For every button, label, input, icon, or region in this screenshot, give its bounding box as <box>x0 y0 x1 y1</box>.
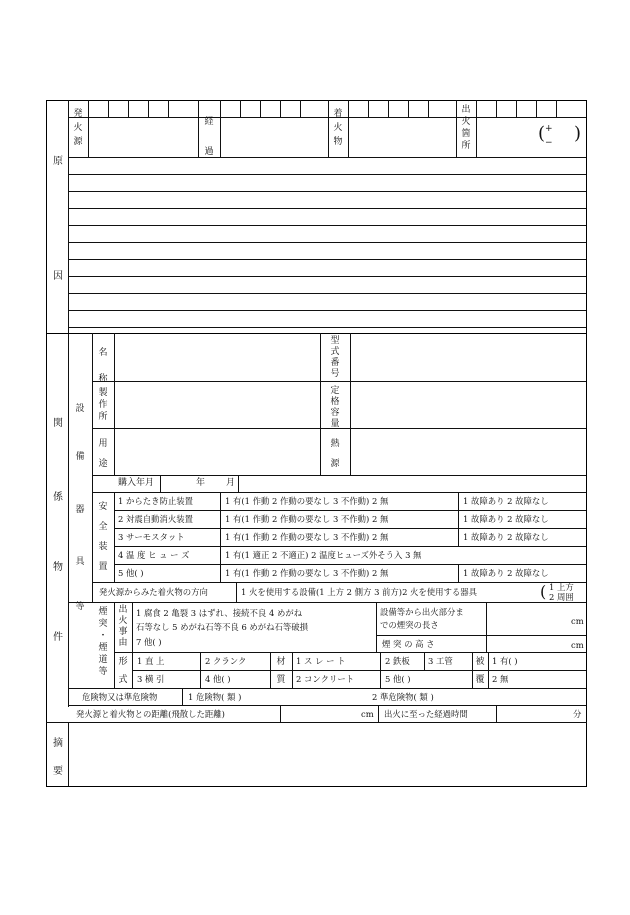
summary-label-2: 要 <box>53 766 63 777</box>
distance-unit: cm <box>361 709 374 719</box>
direction-opt2: 2 周囲 <box>549 592 574 602</box>
cover-option: 2 無 <box>492 674 509 684</box>
device-fault: 1 故障あり 2 故障なし <box>463 532 549 542</box>
cover-label: 被 <box>475 657 485 667</box>
device-name: 4 温 度 ヒ ュ ー ズ <box>118 550 190 560</box>
cause-label: 火 <box>118 616 128 626</box>
bracket-plus: + <box>545 124 553 134</box>
safety-label: 安 <box>98 502 108 512</box>
material-label: 材 <box>276 657 286 667</box>
chimney-label: 突 <box>98 619 108 629</box>
cause-label: 由 <box>118 638 128 648</box>
cause-label: 出 <box>118 605 128 615</box>
name-label: 名称 <box>98 348 108 384</box>
cover-option: 1 有( ) <box>492 656 518 666</box>
equipment-group-5: 等 <box>75 602 85 612</box>
device-name: 2 対震自動消火装置 <box>118 514 193 524</box>
ignition-source-label: 発火源 <box>73 109 83 147</box>
material-option: 2 鉄板 <box>385 656 410 666</box>
elapsed-time-unit: 分 <box>573 709 582 719</box>
device-name: 5 他( ) <box>118 568 144 578</box>
shape-option: 2 クランク <box>205 656 247 666</box>
chimney-cause-line3: 7 他( ) <box>136 637 162 647</box>
first-ignited-label: 着火物 <box>333 109 343 147</box>
use-label: 用途 <box>98 439 108 469</box>
equipment-group-4: 具 <box>75 557 85 567</box>
shape-label: 式 <box>118 675 128 685</box>
chimney-cause-line1: 1 腐食 2 亀裂 3 はずれ、接続不良 4 めがね <box>136 608 303 618</box>
device-fault: 1 故障あり 2 故障なし <box>463 514 549 524</box>
bracket-close: ) <box>574 123 582 144</box>
chimney-length-unit: cm <box>571 616 584 626</box>
material-option: 3 工管 <box>428 656 453 666</box>
direction-bracket: ( <box>540 582 547 601</box>
safety-label-4: 置 <box>98 562 108 572</box>
model-label: 型式番号 <box>330 336 340 379</box>
hazard-text: 1 危険物( 類 ) <box>188 692 242 702</box>
manufacturer-label: 製作所 <box>98 388 108 422</box>
chimney-cause-line2: 石等なし 5 めがね石等不良 6 めがね石等破損 <box>136 622 309 632</box>
equipment-group-1: 設 <box>75 404 85 414</box>
quasi-hazard-text: 2 準危険物( 類 ) <box>372 692 434 702</box>
shape-option: 3 横 引 <box>137 674 165 684</box>
device-status: 1 有(1 作動 2 作動の要なし 3 不作動) 2 無 <box>225 568 389 578</box>
distance-label: 発火源と着火物との距離(飛散した距離) <box>76 709 225 719</box>
fire-location-label: 出火箇所 <box>461 105 471 151</box>
device-status: 1 有(1 作動 2 作動の要なし 3 不作動) 2 無 <box>225 532 389 542</box>
purchase-label: 購入年月 <box>118 478 155 488</box>
device-status: 1 有(1 作動 2 作動の要なし 3 不作動) 2 無 <box>225 514 389 524</box>
material-option: 2 コンクリート <box>296 674 355 684</box>
safety-label-3: 装 <box>98 542 108 552</box>
device-name: 3 サーモスタット <box>118 532 185 542</box>
device-status: 1 有(1 作動 2 作動の要なし 3 不作動) 2 無 <box>225 496 389 506</box>
year-label: 年 <box>196 478 206 488</box>
shape-label: 形 <box>118 657 128 667</box>
chimney-label: ・ <box>98 631 108 641</box>
chimney-label: 煙 <box>98 643 108 653</box>
path-label: 経過 <box>204 117 214 157</box>
cause-label-1: 原 <box>53 156 63 167</box>
equipment-group-2: 備 <box>75 452 85 462</box>
month-label: 月 <box>226 478 236 488</box>
shape-option: 4 他( ) <box>205 674 231 684</box>
material-option: 1 ス レ ー ト <box>296 656 346 666</box>
cover-label: 覆 <box>475 675 485 685</box>
chimney-height-label: 煙 突 の 高 さ <box>382 639 435 649</box>
heat-source-label: 熱源 <box>330 439 340 469</box>
direction-text: 1 火を使用する設備(1 上方 2 側方 3 前方)2 火を使用する器具 <box>241 587 478 597</box>
direction-label: 発火源からみた着火物の方向 <box>99 587 208 597</box>
material-label: 質 <box>276 675 286 685</box>
rated-capacity-label: 定格容量 <box>330 386 340 429</box>
shape-option: 1 直 上 <box>137 656 165 666</box>
safety-label-2: 全 <box>98 522 108 532</box>
bracket-open: ( <box>538 123 546 144</box>
device-name: 1 からたき防止装置 <box>118 496 193 506</box>
related-label-4: 件 <box>53 632 63 643</box>
material-option: 5 他( ) <box>385 674 411 684</box>
equipment-group-3: 器 <box>75 505 85 515</box>
hazard-label: 危険物又は準危険物 <box>82 692 158 702</box>
chimney-label: 煙 <box>98 607 108 617</box>
elapsed-time-label: 出火に至った経過時間 <box>384 709 468 719</box>
summary-label-1: 摘 <box>53 738 63 749</box>
cause-label-2: 因 <box>53 271 63 282</box>
chimney-length-label-2: での煙突の長さ <box>380 620 439 630</box>
device-status: 1 有(1 適正 2 不適正) 2 温度ヒューズ外そう入 3 無 <box>225 550 422 560</box>
related-label-1: 関 <box>53 418 63 429</box>
chimney-label: 道 <box>98 655 108 665</box>
device-fault: 1 故障あり 2 故障なし <box>463 568 549 578</box>
cause-label: 事 <box>118 627 128 637</box>
chimney-label: 等 <box>98 667 108 677</box>
direction-opt1: 1 上方 <box>549 582 574 592</box>
related-label-2: 係 <box>53 492 63 503</box>
related-label-3: 物 <box>53 562 63 573</box>
bracket-minus: − <box>545 138 553 148</box>
chimney-height-unit: cm <box>571 640 584 650</box>
chimney-length-label-1: 設備等から出火部分ま <box>380 607 464 617</box>
device-fault: 1 故障あり 2 故障なし <box>463 496 549 506</box>
